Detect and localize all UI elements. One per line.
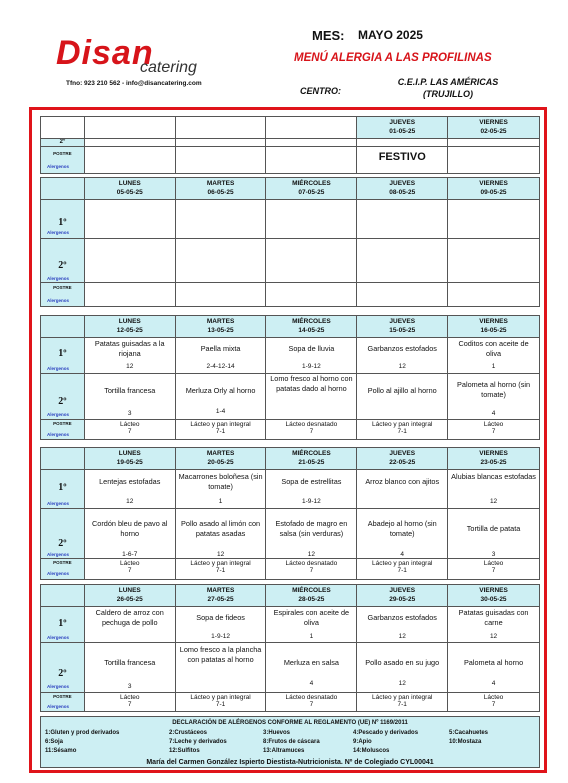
postre-cell: Lácteo desnatado 7 <box>266 693 357 711</box>
dish-cell: Alubias blancas estofadas 12 <box>451 472 536 505</box>
festivo-cell: FESTIVO <box>357 138 448 174</box>
allergen-item: 11:Sésamo <box>45 748 77 754</box>
week-block-2 <box>40 177 540 307</box>
week2-row-second: 2º Alergenos <box>41 239 85 282</box>
dish-cell: Arroz blanco con ajitos <box>357 470 448 508</box>
contact-info: Tfno: 923 210 562 - info@disancatering.com <box>66 80 202 87</box>
allergen-item: 7:Leche y derivados <box>169 739 227 745</box>
postre-cell: Lácteo y pan integral 7-1 <box>176 693 267 711</box>
week1-day-header: VIERNES 02-05-25 <box>448 117 539 138</box>
dish-cell: Paella mixta 2-4-12-14 <box>176 338 267 373</box>
month-label: MES: <box>312 28 345 43</box>
week4-row-postre: POSTRE Alergenos <box>41 559 85 579</box>
postre-cell: Lácteo y pan integral 7-1 <box>357 420 448 439</box>
postre-cell: Lácteo 7 <box>85 559 176 579</box>
week2-day-header: MARTES 06-05-25 <box>176 178 267 199</box>
week2-row-first: 1º Alergenos <box>41 200 85 238</box>
postre-cell: Lácteo 7 <box>483 421 504 435</box>
logo-brand-sub: catering <box>140 59 197 76</box>
allergen-item: 13:Altramuces <box>263 748 305 754</box>
week4-row-first: 1º Alergenos <box>41 470 85 508</box>
week2-day-header: JUEVES 08-05-25 <box>357 178 448 199</box>
dish-cell: Tortilla francesa 3 <box>85 374 176 419</box>
week5-row-postre: POSTRE Alergenos <box>41 693 85 711</box>
month-value: MAYO 2025 <box>358 28 423 42</box>
dish-cell: Lomo fresco al horno con patatas dado al horno <box>266 374 357 419</box>
week1-day-header <box>176 117 267 138</box>
dish-cell: Pollo asado en su jugo 12 <box>357 643 448 692</box>
logo-brand-name: Disan <box>56 34 154 72</box>
postre-cell: Lácteo 7 <box>85 693 176 711</box>
dish-cell: Merluza en salsa 4 <box>266 643 357 692</box>
week1-row-second: 2º <box>41 139 85 146</box>
dish-cell: Cordón bleu de pavo al horno 1-6-7 <box>85 509 176 558</box>
dish-cell: Tortilla francesa 3 <box>85 643 176 692</box>
week-block-1 <box>40 116 540 174</box>
postre-cell: Lácteo y pan integral 7-1 <box>357 693 448 711</box>
postre-cell: Lácteo y pan integral 7-1 <box>357 559 448 579</box>
week4-day-header: VIERNES 23-05-25 <box>448 448 539 469</box>
dish-cell: Lentejas estofadas 12 <box>85 470 176 508</box>
week4-day-header: LUNES 19-05-25 <box>85 448 176 469</box>
dish-cell: Estofado de magro en salsa (sin verduras) 12 <box>266 509 357 558</box>
week1-day-header: JUEVES 01-05-25 <box>357 117 448 138</box>
week5-day-header: VIERNES 30-05-25 <box>448 585 539 606</box>
week2-row-postre: POSTRE Alergenos <box>41 283 85 306</box>
dish-cell: Abadejo al horno (sin tomate) 4 <box>357 509 448 558</box>
week5-day-header: LUNES 26-05-25 <box>85 585 176 606</box>
dish-cell: Palometa al horno (sin tomate) 4 <box>457 380 531 417</box>
dish-cell: Sopa de lluvia 1-9-12 <box>266 338 357 373</box>
allergen-item: 2:Crustáceos <box>169 730 208 736</box>
week-block-4 <box>40 447 540 580</box>
postre-cell: Lácteo 7 <box>85 420 176 439</box>
week3-day-header: LUNES 12-05-25 <box>85 316 176 337</box>
week5-day-header: MIÉRCOLES 28-05-25 <box>266 585 357 606</box>
week5-day-header: MARTES 27-05-25 <box>176 585 267 606</box>
postre-cell: Lácteo desnatado 7 <box>266 420 357 439</box>
menu-title: MENÚ ALERGIA A LAS PROFILINAS <box>294 52 492 64</box>
dish-cell: Garbanzos estofados 12 <box>357 607 448 642</box>
dish-cell: Garbanzos estofados 12 <box>357 338 448 373</box>
dish-cell: Caldero de arroz con pechuga de pollo <box>85 607 176 642</box>
week1-row-postre: POSTRE Alergenos <box>41 147 85 173</box>
allergen-item: 14:Moluscos <box>353 748 390 754</box>
week5-day-header: JUEVES 29-05-25 <box>357 585 448 606</box>
dish-cell: Sopa de fideos 1-9-12 <box>176 607 267 642</box>
week4-day-header: JUEVES 22-05-25 <box>357 448 448 469</box>
dish-cell: Sopa de estrellitas 1-9-12 <box>266 470 357 508</box>
week2-day-header: LUNES 05-05-25 <box>85 178 176 199</box>
center-label: CENTRO: <box>300 86 341 96</box>
allergen-item: 3:Huevos <box>263 730 291 736</box>
week-block-3 <box>40 315 540 440</box>
dish-cell: Merluza Orly al horno 1-4 <box>176 374 267 419</box>
week3-row-second: 2º Alergenos <box>41 374 85 419</box>
disan-logo <box>56 36 216 80</box>
week3-day-header: JUEVES 15-05-25 <box>357 316 448 337</box>
allergen-item: 8:Frutos de cáscara <box>263 739 320 745</box>
week3-row-postre: POSTRE Alergenos <box>41 420 85 439</box>
center-name-line2: (TRUJILLO) <box>423 89 473 99</box>
week5-row-second: 2º Alergenos <box>41 643 85 692</box>
page-header <box>0 0 568 108</box>
week2-day-header: VIERNES 09-05-25 <box>448 178 539 199</box>
week3-row-first: 1º Alergenos <box>41 338 85 373</box>
allergen-declaration <box>40 716 540 768</box>
allergen-item: 1:Gluten y prod derivados <box>45 730 120 736</box>
dish-cell: Lomo fresco a la plancha con patatas al horno <box>176 643 267 692</box>
postre-cell: Lácteo desnatado 7 <box>266 559 357 579</box>
postre-cell: Lácteo y pan integral 7-1 <box>176 420 267 439</box>
week1-corner <box>41 117 85 138</box>
dish-cell: Macarrones boloñesa (sin tomate) 1 <box>176 470 267 508</box>
declaration-title: DECLARACIÓN DE ALÉRGENOS CONFORME AL REGLAMENTO (UE) Nº 1169/2011 <box>172 720 408 726</box>
center-name <box>396 76 500 100</box>
postre-cell: Lácteo 7 <box>483 560 504 574</box>
allergen-item: 6:Soja <box>45 739 64 745</box>
allergen-item: 10:Mostaza <box>449 739 482 745</box>
allergen-item: 4:Pescado y derivados <box>353 730 419 736</box>
dish-cell: Patatas guisadas a la riojana 12 <box>85 338 176 373</box>
week3-day-header: MARTES 13-05-25 <box>176 316 267 337</box>
week1-day-header <box>266 117 357 138</box>
nutritionist-signature: María del Carmen González Ispierto Diestista-Nutricionista. Nº de Colegiado CYL00041 <box>146 759 434 766</box>
center-name-line1: C.E.I.P. LAS AMÉRICAS <box>397 77 499 87</box>
dish-cell: Espirales con aceite de oliva 1 <box>266 607 357 642</box>
week3-day-header: VIERNES 16-05-25 <box>448 316 539 337</box>
postre-cell: Lácteo 7 <box>483 694 504 708</box>
dish-cell: Palometa al horno 4 <box>463 658 524 687</box>
postre-cell: Lácteo y pan integral 7-1 <box>176 559 267 579</box>
dish-cell: Tortilla de patata 3 <box>466 524 521 558</box>
dish-cell: Patatas guisadas con carne 12 <box>458 608 529 640</box>
dish-cell: Coditos con aceite de oliva 1 <box>458 339 529 370</box>
week3-day-header: MIÉRCOLES 14-05-25 <box>266 316 357 337</box>
allergen-item: 12:Sulfitos <box>169 748 200 754</box>
week4-day-header: MIÉRCOLES 21-05-25 <box>266 448 357 469</box>
week5-row-first: 1º Alergenos <box>41 607 85 642</box>
dish-cell: Pollo al ajillo al horno <box>357 374 448 419</box>
allergen-item: 9:Apio <box>353 739 372 745</box>
week-block-5 <box>40 584 540 712</box>
week2-day-header: MIÉRCOLES 07-05-25 <box>266 178 357 199</box>
menu-frame <box>29 107 547 773</box>
week1-day-header <box>85 117 176 138</box>
dish-cell: Pollo asado al limón con patatas asadas 12 <box>176 509 267 558</box>
week4-day-header: MARTES 20-05-25 <box>176 448 267 469</box>
week4-row-second: 2º Alergenos <box>41 509 85 558</box>
allergen-item: 5:Cacahuetes <box>449 730 489 736</box>
